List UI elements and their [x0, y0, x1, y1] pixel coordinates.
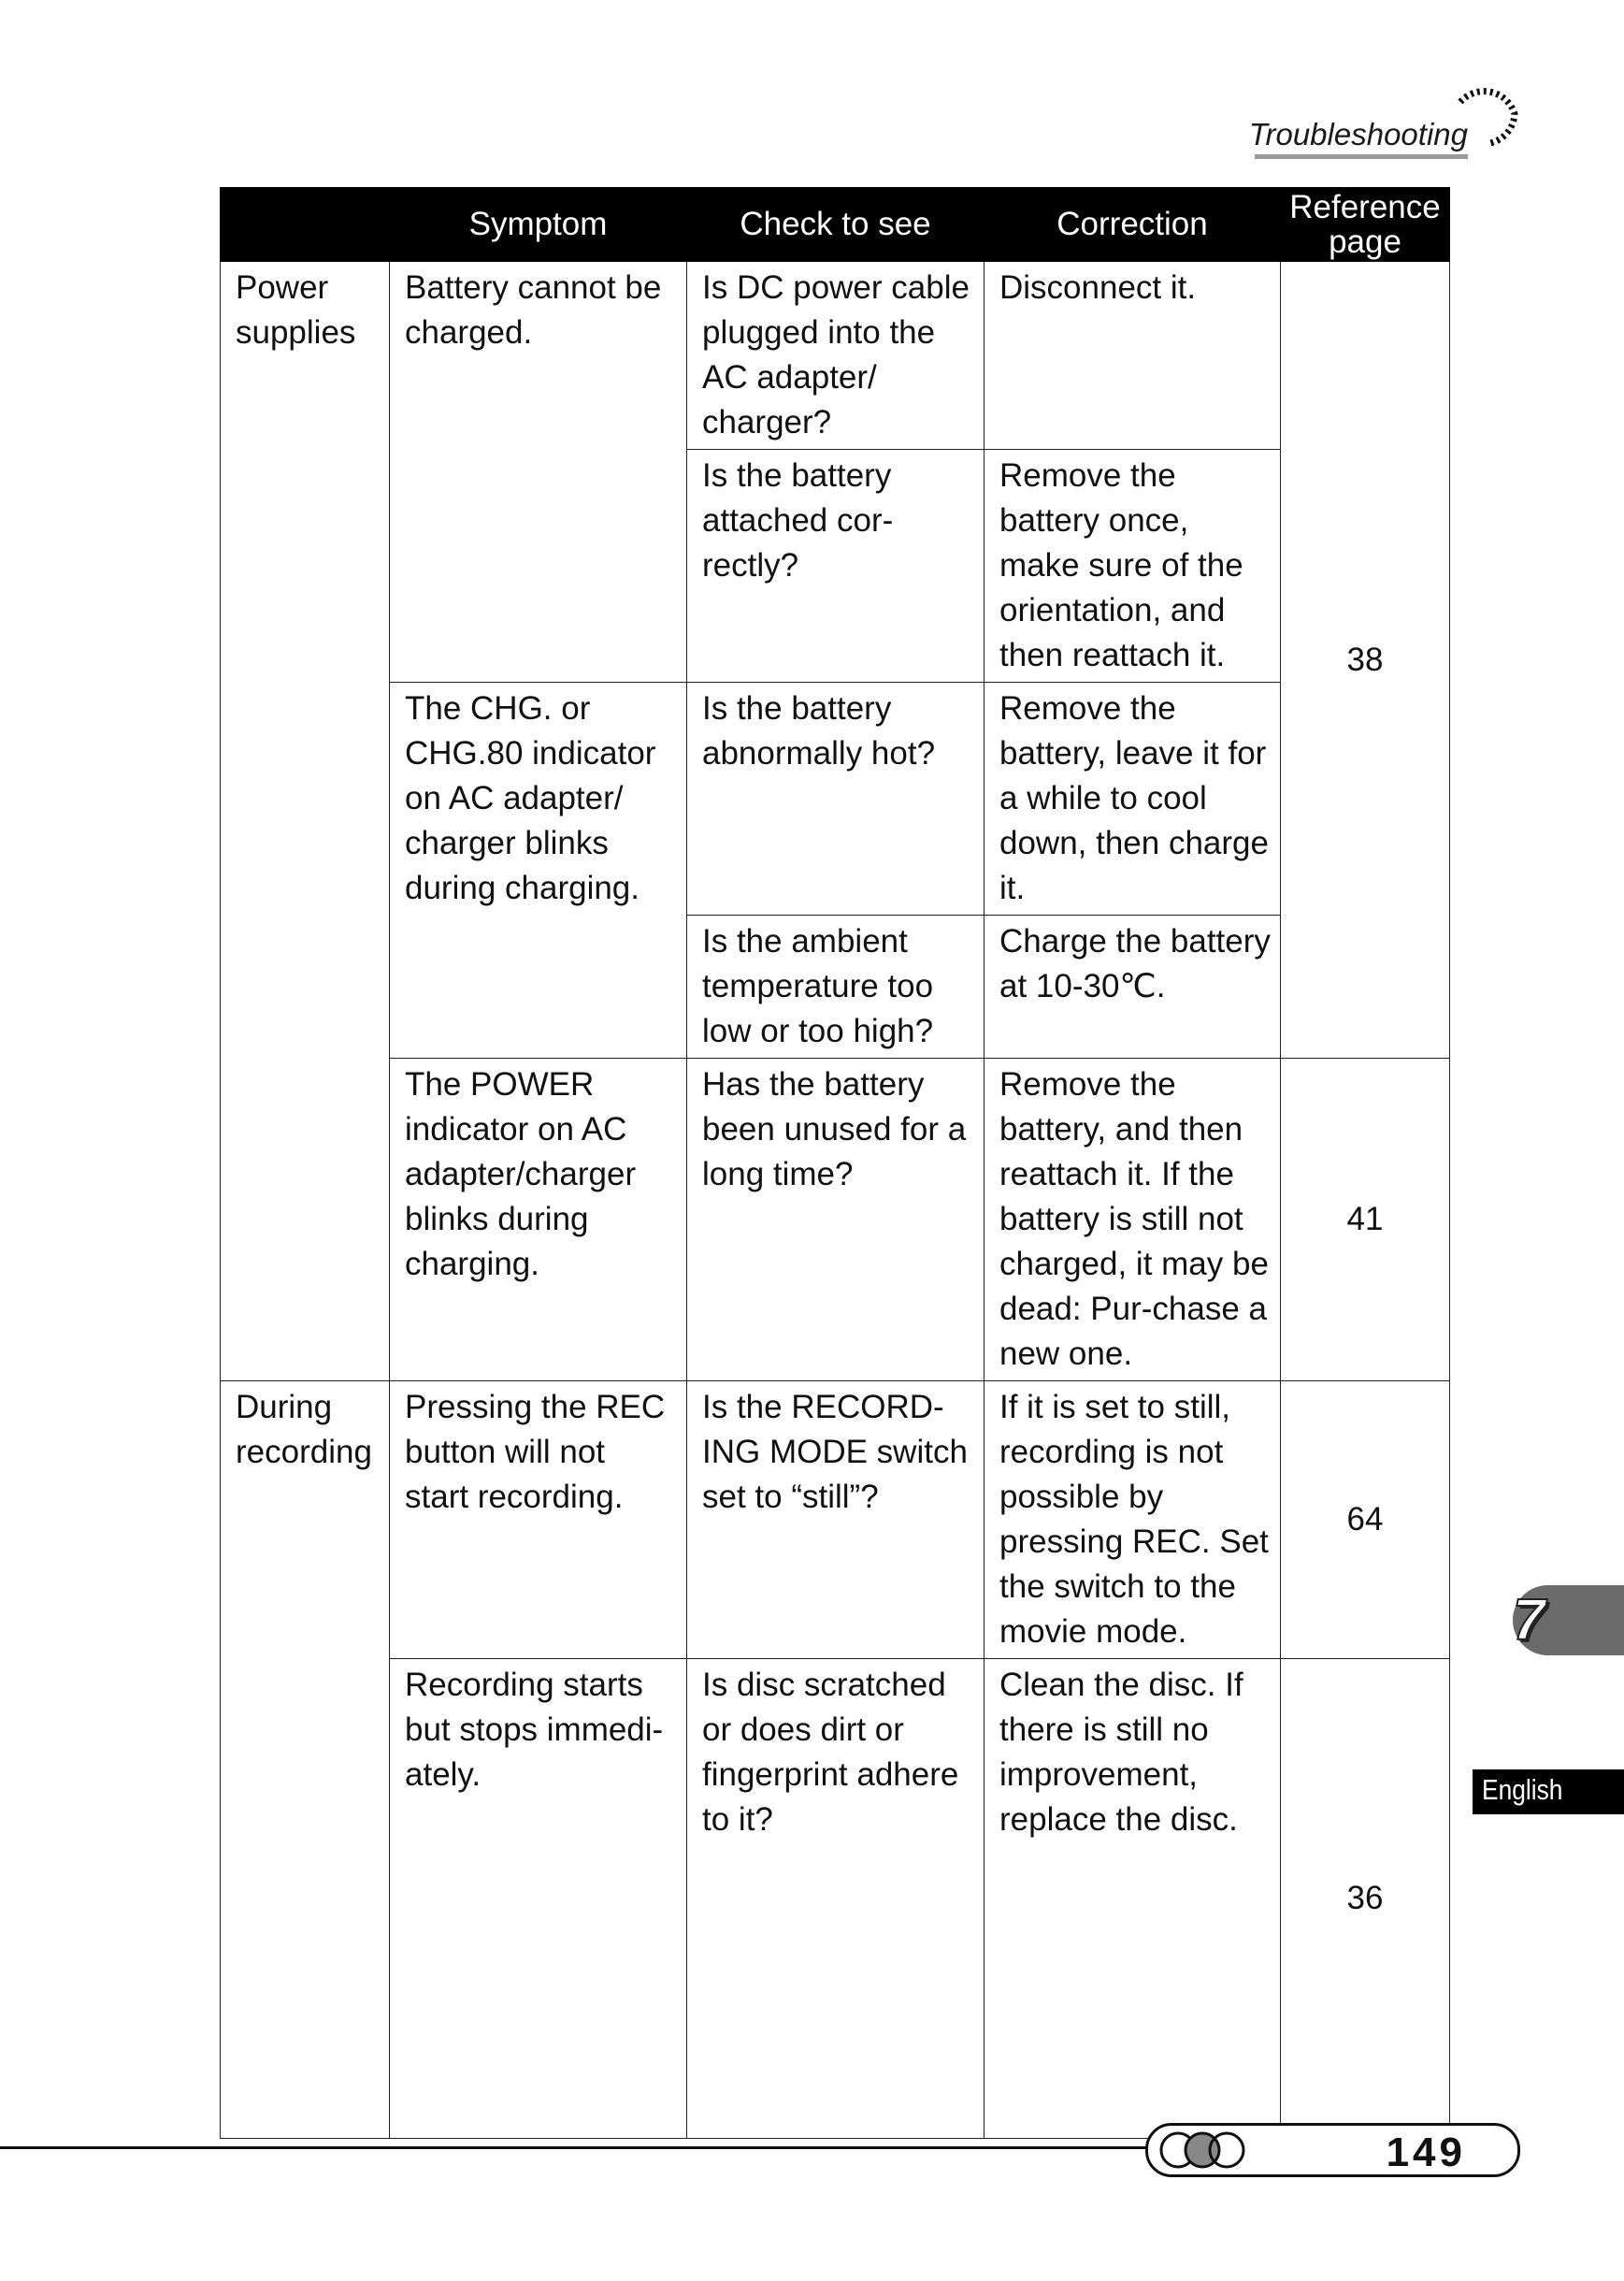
symptom-cell: Pressing the REC button will not start recording. [390, 1381, 687, 1659]
reference-page-cell: 38 [1281, 262, 1450, 1059]
reference-page-cell: 36 [1281, 1659, 1450, 2139]
header-reference-page: Reference page [1281, 188, 1450, 262]
check-cell: Is the battery attached cor-rectly? [687, 450, 984, 683]
header-underline [1255, 154, 1468, 159]
correction-cell: Remove the battery, leave it for a while to cool down, then charge it. [984, 683, 1281, 916]
dotted-arc-icon [1449, 72, 1524, 156]
category-power-supplies: Power supplies [221, 262, 390, 1381]
page-number-box [1145, 2123, 1520, 2177]
symptom-cell: Recording starts but stops immedi-ately. [390, 1659, 687, 2139]
reference-page-cell: 64 [1281, 1381, 1450, 1659]
correction-cell: Remove the battery once, make sure of the orientation, and then reattach it. [984, 450, 1281, 683]
header-check: Check to see [687, 188, 984, 262]
table-row [221, 1659, 1450, 2139]
header-correction: Correction [984, 188, 1281, 262]
chapter-number: 7 [1513, 1588, 1545, 1653]
symptom-cell: Battery cannot be charged. [390, 262, 687, 683]
check-cell: Is the RECORD-ING MODE switch set to “still”? [687, 1381, 984, 1659]
correction-cell: Remove the battery, and then reattach it. If the battery is still not charged, it may be dead: Pur-chase a new one. [984, 1059, 1281, 1381]
category-during-recording: During recording [221, 1381, 390, 2139]
check-cell: Is disc scratched or does dirt or fingerprint adhere to it? [687, 1659, 984, 2139]
check-cell: Is the battery abnormally hot? [687, 683, 984, 916]
language-tab [1473, 1769, 1624, 1814]
check-cell: Is DC power cable plugged into the AC adapter/ charger? [687, 262, 984, 450]
header-symptom: Symptom [390, 188, 687, 262]
check-cell: Is the ambient temperature too low or too high? [687, 916, 984, 1059]
footer-rule [0, 2146, 1150, 2149]
check-cell: Has the battery been unused for a long time? [687, 1059, 984, 1381]
section-title: Troubleshooting [1248, 117, 1468, 152]
troubleshooting-table [220, 187, 1450, 2139]
reference-page-cell: 41 [1281, 1059, 1450, 1381]
correction-cell: Clean the disc. If there is still no improvement, replace the disc. [984, 1659, 1281, 2139]
table-header-row [221, 188, 1450, 262]
chapter-tab [1513, 1585, 1624, 1655]
decorative-circles-icon [1156, 2128, 1258, 2173]
table-row [221, 683, 1450, 916]
language-label: English [1482, 1773, 1563, 1806]
correction-cell: If it is set to still, recording is not possible by pressing REC. Set the switch to the movie mode. [984, 1381, 1281, 1659]
table-row [221, 1381, 1450, 1659]
section-header [1234, 117, 1524, 159]
symptom-cell: The POWER indicator on AC adapter/charger blinks during charging. [390, 1059, 687, 1381]
correction-cell: Disconnect it. [984, 262, 1281, 450]
table-row [221, 1059, 1450, 1381]
header-category [221, 188, 390, 262]
table-row [221, 262, 1450, 450]
page-number: 149 [1386, 2129, 1466, 2175]
correction-cell: Charge the battery at 10-30℃. [984, 916, 1281, 1059]
symptom-cell: The CHG. or CHG.80 indicator on AC adapter/ charger blinks during charging. [390, 683, 687, 1059]
